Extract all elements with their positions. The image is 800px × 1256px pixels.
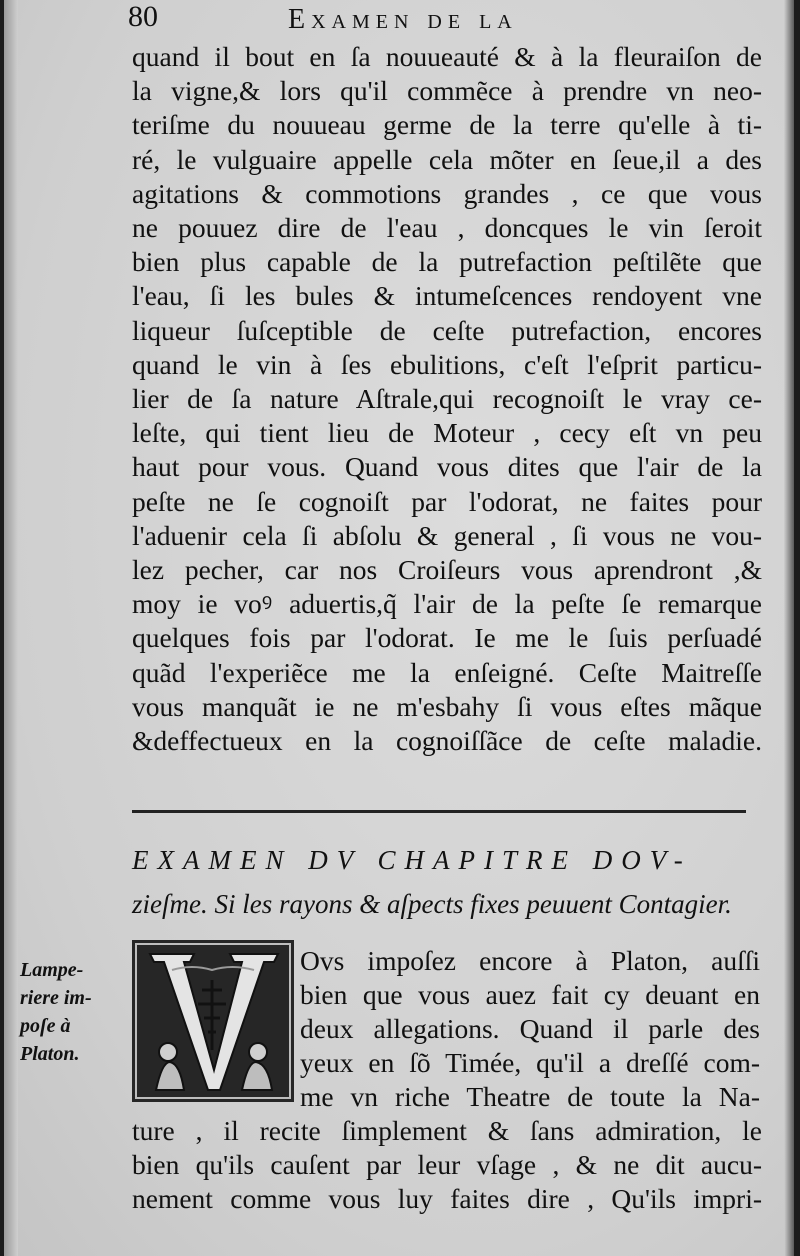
text-line: agitations & commotions grandes , ce que vous [132,177,762,209]
text-line: liqueur ſuſceptible de ceſte putrefaction, encores [132,314,762,346]
text-line: l'aduenir cela ſi abſolu & general , ſi vous ne vou- [132,519,762,551]
chapter-heading [132,838,764,926]
text-line: teriſme du nouueau germe de la terre qu'elle à ti- [132,109,762,141]
text-line: bien que vous auez fait cy deuant en [300,979,760,1010]
text-line: leſte, qui tient lieu de Moteur , cecy eſt vn peu [132,417,762,449]
text-line: lier de ſa nature Aſtrale,qui recognoiſt le vray ce- [132,383,762,415]
text-line: yeux en ſõ Timée, qu'il a dreſſé com- [300,1047,760,1078]
text-line: quand il bout en ſa nouueauté & à la fleuraiſon de [132,41,762,72]
text-line: &deffectueux en la cognoiſſãce de ceſte maladie. [132,725,762,757]
margin-note [20,956,120,1068]
text-line: bien plus capable de la putrefaction peſtilẽte que [132,246,762,278]
text-line: moy ie voꝰ aduertis,q̃ l'air de la peſte ſe remarque [132,588,762,620]
text-line: lez pecher, car nos Croiſeurs vous aprendront ,& [132,554,762,586]
text-line: me vn riche Theatre de toute la Na- [300,1081,760,1112]
text-line: quelques fois par l'odorat. Ie me le ſuis perſuadé [132,622,762,654]
book-page [4,0,794,1256]
margin-note-line: poſe à [20,1015,71,1037]
page-edge-shadow [784,0,794,1256]
text-line: quand le vin à ſes ebulitions, c'eſt l'eſprit particu- [132,348,762,380]
chapter-heading-line: zieſme. Si les rayons & aſpects fixes peuuent Contagier. [132,889,732,919]
text-line: ne pouuez dire de l'eau , doncques le vin ſeroit [132,212,762,244]
margin-note-line: Platon. [20,1043,80,1065]
text-line: peſte ne ſe cognoiſt par l'odorat, ne faites pour [132,485,762,517]
margin-note-line: riere im- [20,987,92,1009]
text-line: haut pour vous. Quand vous dites que l'air de la [132,451,762,483]
section-divider [132,810,746,813]
running-head [128,0,748,40]
text-line: vous manquãt ie ne m'esbahy ſi vous eſtes mãque [132,690,762,722]
page-gutter-shadow [4,0,18,1256]
text-line: quãd l'experiẽce me la enſeigné. Ceſte Maitreſſe [132,656,762,688]
text-line: l'eau, ſi les bules & intumeſcences rendoyent vne [132,280,762,312]
page-number: 80 [128,0,158,33]
chapter-heading-line: EXAMEN DV CHAPITRE DOV- [132,845,692,875]
text-line: ture , il recite ſimplement & ſans admiration, le [132,1115,762,1146]
chapter-paragraph-continued [132,1114,762,1216]
text-line: deux allegations. Quand il parle des [300,1013,760,1044]
text-line: la vigne,& lors qu'il commẽce à prendre vn neo- [132,75,762,107]
text-line: ré, le vulguaire appelle cela mõter en ſeue,il a des [132,143,762,175]
text-line: nement comme vous luy faites dire , Qu'ils impri- [132,1183,762,1214]
margin-note-line: Lampe- [20,959,84,981]
main-paragraph [132,40,762,758]
woodcut-initial-icon [132,940,294,1102]
text-line: bien qu'ils cauſent par leur vſage , & ne dit aucu- [132,1149,762,1180]
text-line: Ovs impoſez encore à Platon, auſſi [300,945,760,976]
decorated-initial-v [132,940,294,1102]
running-title: Examen de la [288,4,518,35]
chapter-paragraph-start [300,944,760,1114]
